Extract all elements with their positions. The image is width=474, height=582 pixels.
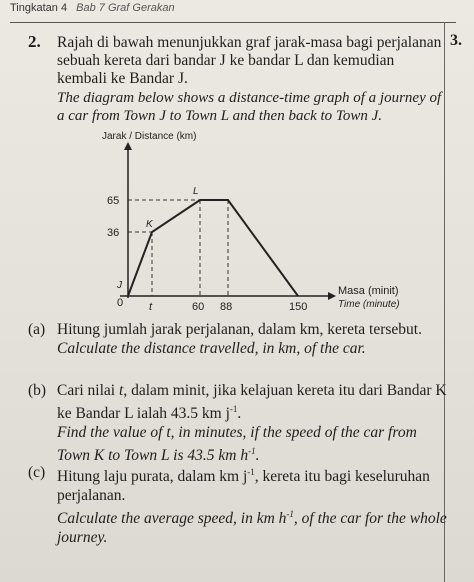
graph-svg — [100, 128, 440, 313]
y-tick-65: 65 — [107, 195, 120, 207]
part-b-malay — [57, 381, 449, 423]
origin-label: 0 — [117, 297, 124, 309]
part-c-malay-text-2: , kereta itu bagi keseluruhan perjalanan. — [57, 468, 430, 505]
part-b-english-end: . — [255, 447, 260, 465]
part-b-malay-end: . — [237, 405, 242, 423]
part-b — [28, 381, 448, 465]
x-tick-60: 60 — [192, 301, 205, 313]
intro-english: The diagram below shows a distance-time graph of a journey of a car from Town J to Town L and then back to Town J. — [57, 90, 442, 124]
part-b-malay-text-1: Cari nilai — [57, 382, 116, 399]
y-axis-label: Jarak / Distance (km) — [102, 131, 197, 142]
x-tick-88: 88 — [220, 301, 233, 313]
question-number: 2. — [28, 32, 41, 51]
part-b-malay-text-2: , dalam minit, jika kelajuan kereta itu dari Bandar K ke Bandar L ialah 43.5 km j — [57, 382, 447, 423]
part-c-label: (c) — [28, 464, 46, 481]
y-axis-arrow — [124, 142, 132, 150]
part-c-english-sup: -1 — [286, 509, 294, 520]
header-title: Tingkatan 4 — [10, 2, 68, 14]
part-b-english-text-2: , in minutes, if the speed of the car from Town K to Town L is 43.5 km h — [57, 424, 417, 465]
part-c — [28, 463, 448, 553]
part-c-english — [57, 505, 449, 547]
next-question-number: 3. — [450, 32, 462, 49]
point-label-k: K — [146, 219, 153, 230]
part-b-english — [57, 423, 449, 465]
part-c-malay — [57, 463, 449, 505]
point-label-j: J — [117, 280, 122, 291]
part-c-english-text-1: Calculate the average speed, in km h — [57, 510, 287, 528]
part-a-malay: Hitung jumlah jarak perjalanan, dalam km, kereta tersebut. — [57, 321, 422, 338]
part-b-malay-sup: -1 — [229, 404, 238, 414]
part-c-malay-text-1: Hitung laju purata, dalam km j — [57, 468, 248, 486]
part-b-english-sup: -1 — [248, 446, 256, 457]
part-b-malay-var: t — [119, 382, 124, 399]
part-b-english-var: t — [166, 424, 171, 442]
header-subtitle: Bab 7 Graf Gerakan — [76, 2, 175, 14]
header-rule — [10, 22, 456, 23]
x-axis-label-malay: Masa (minit) — [338, 285, 399, 297]
part-a — [28, 320, 448, 380]
part-c-english-text-2: , of the car for the whole journey. — [57, 510, 447, 547]
part-b-label: (b) — [28, 382, 47, 399]
part-c-malay-sup: -1 — [247, 467, 255, 477]
x-tick-t: t — [149, 301, 153, 313]
journey-line — [128, 200, 298, 296]
x-tick-150: 150 — [289, 301, 308, 313]
x-axis-label-english: Time (minute) — [338, 299, 400, 310]
intro-malay: Rajah di bawah menunjukkan graf jarak-masa bagi perjalanan sebuah kereta dari bandar J ke bandar L dan kemudian kembali ke Bandar J. — [57, 34, 442, 87]
part-b-english-text-1: Find the value of — [57, 424, 163, 442]
point-label-l: L — [193, 186, 199, 197]
y-tick-36: 36 — [107, 227, 120, 239]
part-a-english: Calculate the distance travelled, in km, of the car. — [57, 340, 366, 357]
distance-time-graph — [100, 128, 440, 313]
page-header — [10, 2, 175, 14]
part-a-label: (a) — [28, 321, 46, 338]
x-axis-arrow — [328, 292, 336, 300]
